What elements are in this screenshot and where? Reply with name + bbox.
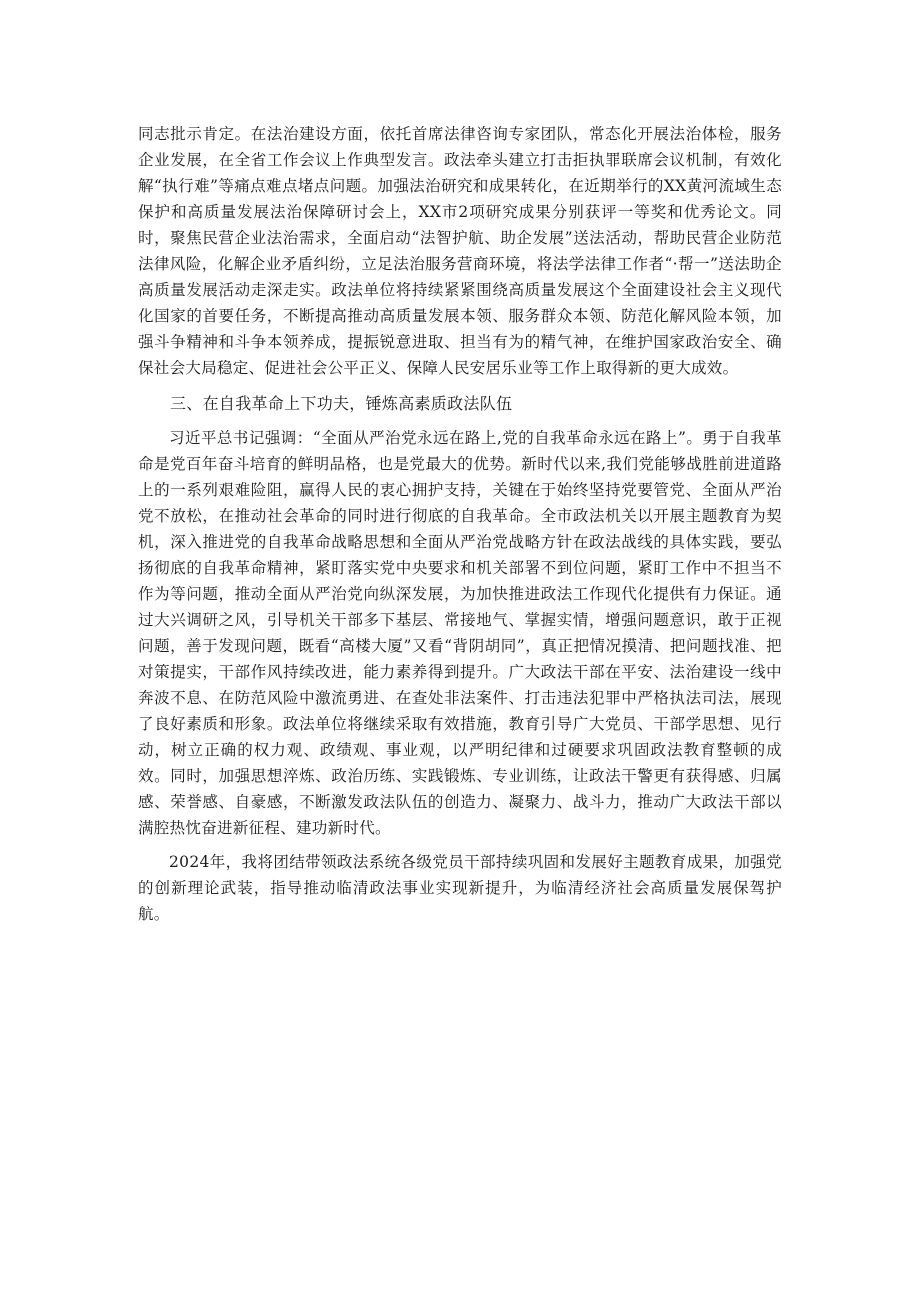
body-paragraph: 习近平总书记强调：“全面从严治党永远在路上,党的自我革命永远在路上”。勇于自我革命是党百年奋斗培育的鲜明品格，也是党最大的优势。新时代以来,我们党能够战胜前进道路上的一系列艰难险阻，赢得人民的衷心拥护支持，关键在于始终坚持党要管党、全面从严治党不放松，在推动社会革命的同时进行彻底的自我革命。全市政法机关以开展主题教育为契机，深入推进党的自我革命战略思想和全面从严治党战略方针在政法战线的具体实践，要弘扬彻底的自我革命精神，紧盯落实党中央要求和机关部署不到位问题，紧盯工作中不担当不作为等问题，推动全面从严治党向纵深发展，为加快推进政法工作现代化提供有力保证。通过大兴调研之风，引导机关干部多下基层、常接地气、掌握实情，增强问题意识，敢于正视问题，善于发现问题，既看“高楼大厦”又看“背阴胡同”，真正把情况摸清、把问题找准、把对策提实，干部作风持续改进，能力素养得到提升。广大政法干部在平安、法治建设一线中奔波不息、在防范风险中激流勇进、在查处非法案件、打击违法犯罪中严格执法司法，展现了良好素质和形象。政法单位将继续采取有效措施，教育引导广大党员、干部学思想、见行动，树立正确的权力观、政绩观、事业观，以严明纪律和过硬要求巩固政法教育整顿的成效。同时，加强思想淬炼、政治历练、实践锻炼、专业训练，让政法干警更有获得感、归属感、荣誉感、自豪感，不断激发政法队伍的创造力、凝聚力、战斗力，推动广大政法干部以满腔热忱奋进新征程、建功新时代。 — [138, 429, 782, 837]
body-paragraph: 同志批示肯定。在法治建设方面，依托首席法律咨询专家团队，常态化开展法治体检，服务企业发展，在全省工作会议上作典型发言。政法牵头建立打击拒执罪联席会议机制，有效化解“执行难”等痛点难点堵点问题。加强法治研究和成果转化，在近期举行的XX黄河流域生态保护和高质量发展法治保障研讨会上，XX市2项研究成果分别获评一等奖和优秀论文。同时，聚焦民营企业法治需求，全面启动“法智护航、助企发展”送法活动，帮助民营企业防范法律风险，化解企业矛盾纠纷，立足法治服务营商环境，将法学法律工作者“·帮一”送法助企高质量发展活动走深走实。政法单位将持续紧紧围绕高质量发展这个全面建设社会主义现代化国家的首要任务，不断提高推动高质量发展本领、服务群众本领、防范化解风险本领，加强斗争精神和斗争本领养成，提振锐意进取、担当有为的精气神，在维护国家政治安全、确保社会大局稳定、促进社会公平正义、保障人民安居乐业等工作上取得新的更大成效。 — [138, 125, 782, 377]
section-heading: 三、在自我革命上下功夫，锤炼高素质政法队伍 — [170, 394, 513, 413]
closing-paragraph: 2024年，我将团结带领政法系统各级党员干部持续巩固和发展好主题教育成果，加强党的创新理论武装，指导推动临清政法事业实现新提升，为临清经济社会高质量发展保驾护航。 — [138, 853, 782, 923]
document-page — [138, 121, 782, 927]
